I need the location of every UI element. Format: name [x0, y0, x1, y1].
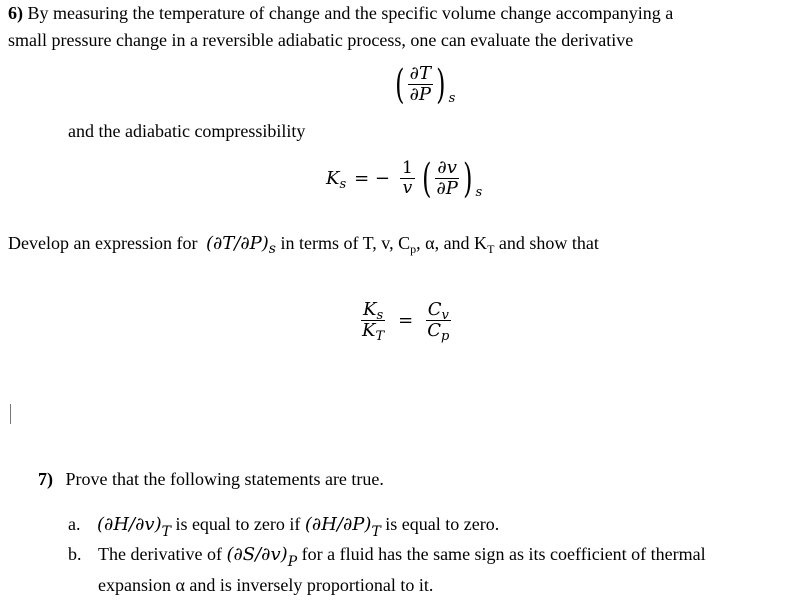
- problem-7-intro: [38, 469, 384, 490]
- develop-end: and show that: [498, 233, 599, 253]
- problem-6-line-1: [8, 3, 673, 24]
- ratio-ks-sub: s: [376, 308, 384, 323]
- problem-7b-line-2: expansion α and is inversely proportional to it.: [98, 575, 434, 595]
- problem-7-intro-text: Prove that the following statements are true.: [65, 469, 384, 489]
- ks-dv: ∂v: [437, 157, 457, 178]
- problem-7a-label: a.: [68, 514, 81, 534]
- develop-expr-sub: s: [268, 241, 276, 257]
- problem-7b-label: b.: [68, 544, 82, 564]
- ks-v: v: [402, 177, 413, 198]
- problem-6-line-2: small pressure change in a reversible adiabatic process, one can evaluate the derivative: [8, 30, 634, 50]
- ks-equation: K s = − $\frac{1}{v}$ ( $\frac{\partial v}{\partial P}$ ) s: [326, 155, 483, 202]
- ratio-kt: K: [362, 319, 376, 341]
- develop-rest: in terms of T, v, C: [280, 233, 411, 253]
- deriv-numerator: ∂T: [409, 63, 431, 84]
- problem-7-number: 7): [38, 469, 53, 489]
- ks-lhs-sub: s: [339, 177, 347, 193]
- deriv-denominator: ∂P: [409, 83, 432, 105]
- deriv-subscript-s: s: [448, 91, 456, 107]
- adiabatic-text: and the adiabatic compressibility: [68, 121, 306, 141]
- ks-one: 1: [402, 158, 413, 179]
- derivative-dT-dP-s: ( $\frac{\partial T}{\partial P}$ ) s: [395, 61, 456, 108]
- develop-rest-2: , α, and K: [416, 233, 488, 253]
- problem-7a-expr-2-sub: T: [371, 524, 381, 540]
- text-cursor: [10, 404, 11, 424]
- develop-line: [8, 233, 599, 257]
- develop-T-sub: T: [487, 242, 495, 256]
- problem-7a-expr-1: (∂H/∂v): [97, 514, 162, 535]
- problem-7b-text-1: The derivative of: [98, 544, 222, 564]
- ratio-ks: K: [363, 299, 377, 320]
- develop-p-sub: p: [410, 242, 417, 256]
- problem-7a-text: is equal to zero if: [175, 514, 301, 534]
- problem-7b-text-2: for a fluid has the same sign as its coefficient of thermal: [301, 544, 706, 564]
- ratio-kt-sub: T: [375, 328, 385, 344]
- ks-equals-minus: = −: [354, 168, 391, 190]
- develop-expr: (∂T/∂P): [205, 233, 269, 254]
- ks-lhs: K: [326, 168, 340, 190]
- ks-subscript-s: s: [475, 185, 483, 201]
- develop-text: Develop an expression for: [8, 233, 198, 253]
- problem-7b-expr: (∂S/∂v): [226, 544, 288, 565]
- ratio-cp-sub: p: [441, 328, 450, 344]
- ratio-cv: C: [427, 299, 442, 320]
- problem-7b-expr-sub: P: [287, 554, 298, 570]
- ks-dP: ∂P: [436, 177, 458, 199]
- problem-7b: [68, 544, 706, 570]
- ratio-equals: =: [398, 310, 414, 332]
- ratio-cv-sub: v: [441, 308, 449, 323]
- problem-7a: [68, 514, 500, 540]
- problem-7a-end: is equal to zero.: [385, 514, 500, 534]
- problem-6-number: 6): [8, 3, 23, 23]
- problem-7a-expr-1-sub: T: [161, 524, 171, 540]
- ratio-equation: [360, 299, 451, 344]
- ratio-cp: C: [427, 319, 441, 341]
- problem-7a-expr-2: (∂H/∂P): [304, 514, 372, 535]
- problem-6-text-1: By measuring the temperature of change and the specific volume change accompanying a: [27, 3, 674, 23]
